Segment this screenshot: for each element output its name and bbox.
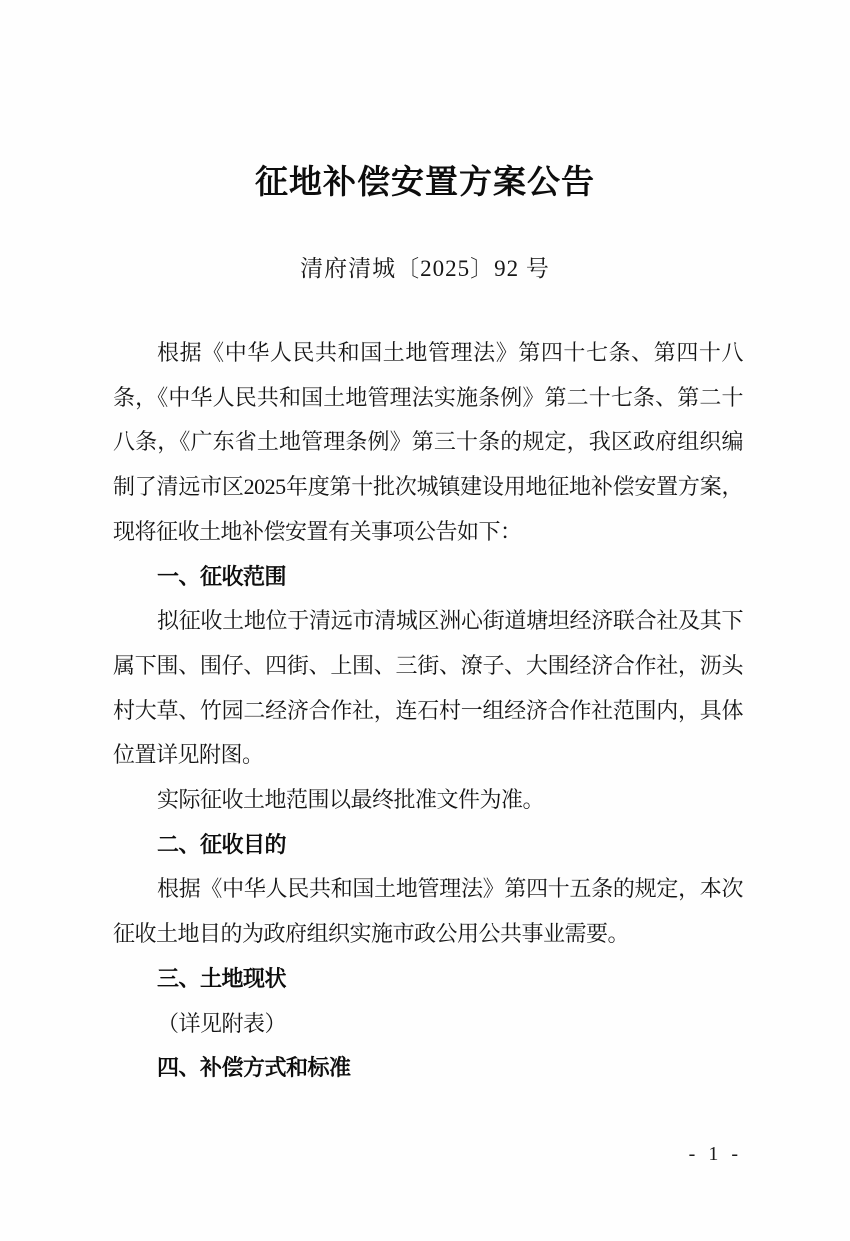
document-body — [113, 331, 743, 1091]
document-title: 征地补偿安置方案公告 — [255, 165, 595, 201]
document-number: 清府清城〔2025〕92 号 — [300, 256, 550, 281]
section-heading-4-compensation: 四、补偿方式和标准 — [157, 1055, 351, 1081]
paragraph-purpose-detail: 根据《中华人民共和国土地管理法》第四十五条的规定，本次征收土地目的为政府组织实施市政公用公共事业需要。 — [113, 876, 743, 947]
paragraph-scope-detail: 拟征收土地位于清远市清城区洲心街道塘坦经济联合社及其下属下围、围仔、四街、上围、三街、潦子、大围经济合作社，沥头村大草、竹园二经济合作社，连石村一组经济合作社范围内，具体位置详见附图。 — [113, 608, 743, 768]
paragraph-legal-basis: 根据《中华人民共和国土地管理法》第四十七条、第四十八条，《中华人民共和国土地管理法实施条例》第二十七条、第二十八条，《广东省土地管理条例》第三十条的规定，我区政府组织编制了清远市区2025年度第十批次城镇建设用地征地补偿安置方案，现将征收土地补偿安置有关事项公告如下： — [113, 340, 743, 544]
section-heading-1-scope: 一、征收范围 — [157, 563, 287, 589]
page-number: - 1 - — [688, 1143, 742, 1165]
section-heading-2-purpose: 二、征收目的 — [157, 831, 287, 857]
section-heading-3-land-status: 三、土地现状 — [157, 965, 287, 991]
paragraph-scope-final-approval: 实际征收土地范围以最终批准文件为准。 — [157, 787, 545, 813]
paragraph-see-attached-table: （详见附表） — [157, 1010, 287, 1036]
